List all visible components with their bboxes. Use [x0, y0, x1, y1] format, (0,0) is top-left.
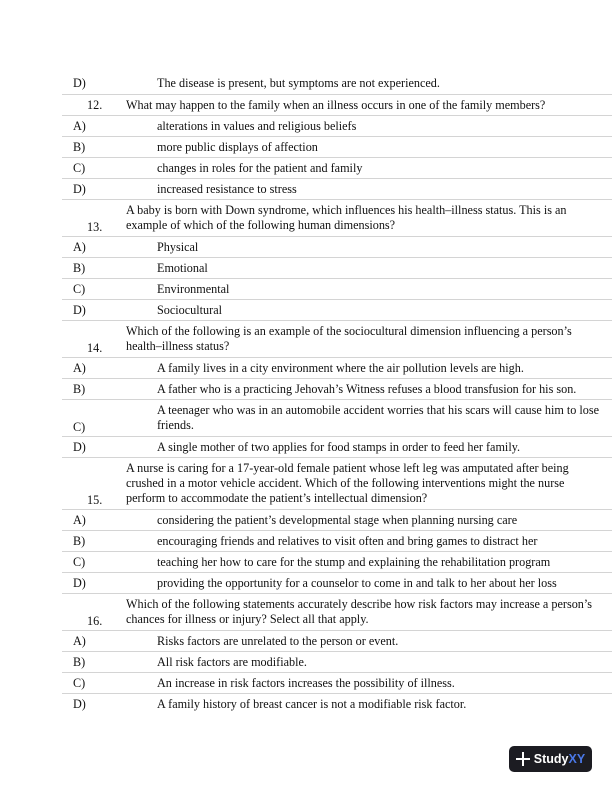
- question-number: 14.: [87, 341, 103, 355]
- option-row: [62, 115, 612, 137]
- option-label: A): [73, 240, 86, 254]
- option-text: A teenager who was in an automobile accident worries that his scars will cause him to lose: [157, 403, 600, 417]
- option-label: A): [73, 119, 86, 133]
- option-row: [62, 436, 612, 458]
- option-row: [62, 157, 612, 179]
- option-row: [62, 178, 612, 200]
- question-row: [62, 320, 612, 358]
- option-text: A single mother of two applies for food stamps in order to feed her family.: [157, 440, 521, 454]
- option-label: B): [73, 261, 86, 275]
- plus-icon: [516, 752, 530, 766]
- option-text: Physical: [157, 240, 199, 254]
- option-label: D): [73, 697, 86, 711]
- question-text: A baby is born with Down syndrome, which influences his health–illness status. This is an: [126, 203, 567, 217]
- question-text: crushed in a motor vehicle accident. Which of the following interventions might the nurse: [126, 476, 565, 490]
- option-text: increased resistance to stress: [157, 182, 297, 196]
- option-row: [62, 378, 612, 400]
- option-label: A): [73, 634, 86, 648]
- option-row: [62, 278, 612, 300]
- option-row: [62, 530, 612, 552]
- question-text: perform to accommodate the patient’s intellectual dimension?: [126, 491, 428, 505]
- question-text: Which of the following is an example of the sociocultural dimension influencing a person’s: [126, 324, 572, 338]
- option-row: [62, 651, 612, 673]
- option-text: teaching her how to care for the stump and explaining the rehabilitation program: [157, 555, 551, 569]
- option-label: D): [73, 182, 86, 196]
- option-label: C): [73, 420, 86, 434]
- question-number: 15.: [87, 493, 103, 507]
- option-label: D): [73, 303, 86, 317]
- option-text: A family history of breast cancer is not a modifiable risk factor.: [157, 697, 467, 711]
- option-label: D): [73, 576, 86, 590]
- option-label: B): [73, 534, 86, 548]
- question-text: Which of the following statements accurately describe how risk factors may increase a person’s: [126, 597, 593, 611]
- option-row: [62, 551, 612, 573]
- option-row: [62, 357, 612, 379]
- option-text: considering the patient’s developmental stage when planning nursing care: [157, 513, 518, 527]
- option-label: A): [73, 513, 86, 527]
- question-text: chances for illness or injury? Select all that apply.: [126, 612, 369, 626]
- option-row: [62, 299, 612, 321]
- option-label: A): [73, 361, 86, 375]
- question-text: What may happen to the family when an illness occurs in one of the family members?: [126, 98, 546, 112]
- option-row: [62, 399, 612, 437]
- logo-text: Study: [533, 752, 569, 766]
- question-row: [62, 457, 612, 510]
- question-row: [62, 593, 612, 631]
- option-text: Emotional: [157, 261, 208, 275]
- option-label: C): [73, 676, 86, 690]
- option-row: [62, 257, 612, 279]
- question-number: 12.: [87, 98, 103, 112]
- question-text: A nurse is caring for a 17-year-old female patient whose left leg was amputated after being: [126, 461, 569, 475]
- option-text: Environmental: [157, 282, 230, 296]
- option-label: C): [73, 555, 86, 569]
- option-text: Sociocultural: [157, 303, 222, 317]
- option-text: Risks factors are unrelated to the person or event.: [157, 634, 399, 648]
- option-text: friends.: [157, 418, 194, 432]
- option-label: D): [73, 440, 86, 454]
- option-text: The disease is present, but symptoms are not experienced.: [157, 76, 440, 90]
- option-row: [62, 630, 612, 652]
- option-row: [62, 236, 612, 258]
- option-row: [62, 73, 612, 94]
- option-label: D): [73, 76, 86, 90]
- option-label: B): [73, 655, 86, 669]
- question-number: 16.: [87, 614, 103, 628]
- option-row: [62, 672, 612, 694]
- option-text: All risk factors are modifiable.: [157, 655, 307, 669]
- option-text: A family lives in a city environment where the air pollution levels are high.: [157, 361, 524, 375]
- question-row: [62, 199, 612, 237]
- question-text: health–illness status?: [126, 339, 230, 353]
- question-number: 13.: [87, 220, 103, 234]
- logo-text-accent: XY: [568, 752, 586, 766]
- option-text: changes in roles for the patient and family: [157, 161, 363, 175]
- option-text: An increase in risk factors increases the possibility of illness.: [157, 676, 455, 690]
- option-row: [62, 509, 612, 531]
- option-text: A father who is a practicing Jehovah’s Witness refuses a blood transfusion for his son.: [157, 382, 577, 396]
- option-label: C): [73, 161, 86, 175]
- question-text: example of which of the following human dimensions?: [126, 218, 396, 232]
- option-text: more public displays of affection: [157, 140, 318, 154]
- option-row: [62, 693, 612, 715]
- option-label: C): [73, 282, 86, 296]
- option-text: encouraging friends and relatives to visit often and bring games to distract her: [157, 534, 538, 548]
- option-label: B): [73, 140, 86, 154]
- option-row: [62, 136, 612, 158]
- option-label: B): [73, 382, 86, 396]
- studyxy-logo: [509, 746, 592, 772]
- question-row: [62, 94, 612, 116]
- option-row: [62, 572, 612, 594]
- option-text: providing the opportunity for a counselor to come in and talk to her about her loss: [157, 576, 557, 590]
- option-text: alterations in values and religious beliefs: [157, 119, 357, 133]
